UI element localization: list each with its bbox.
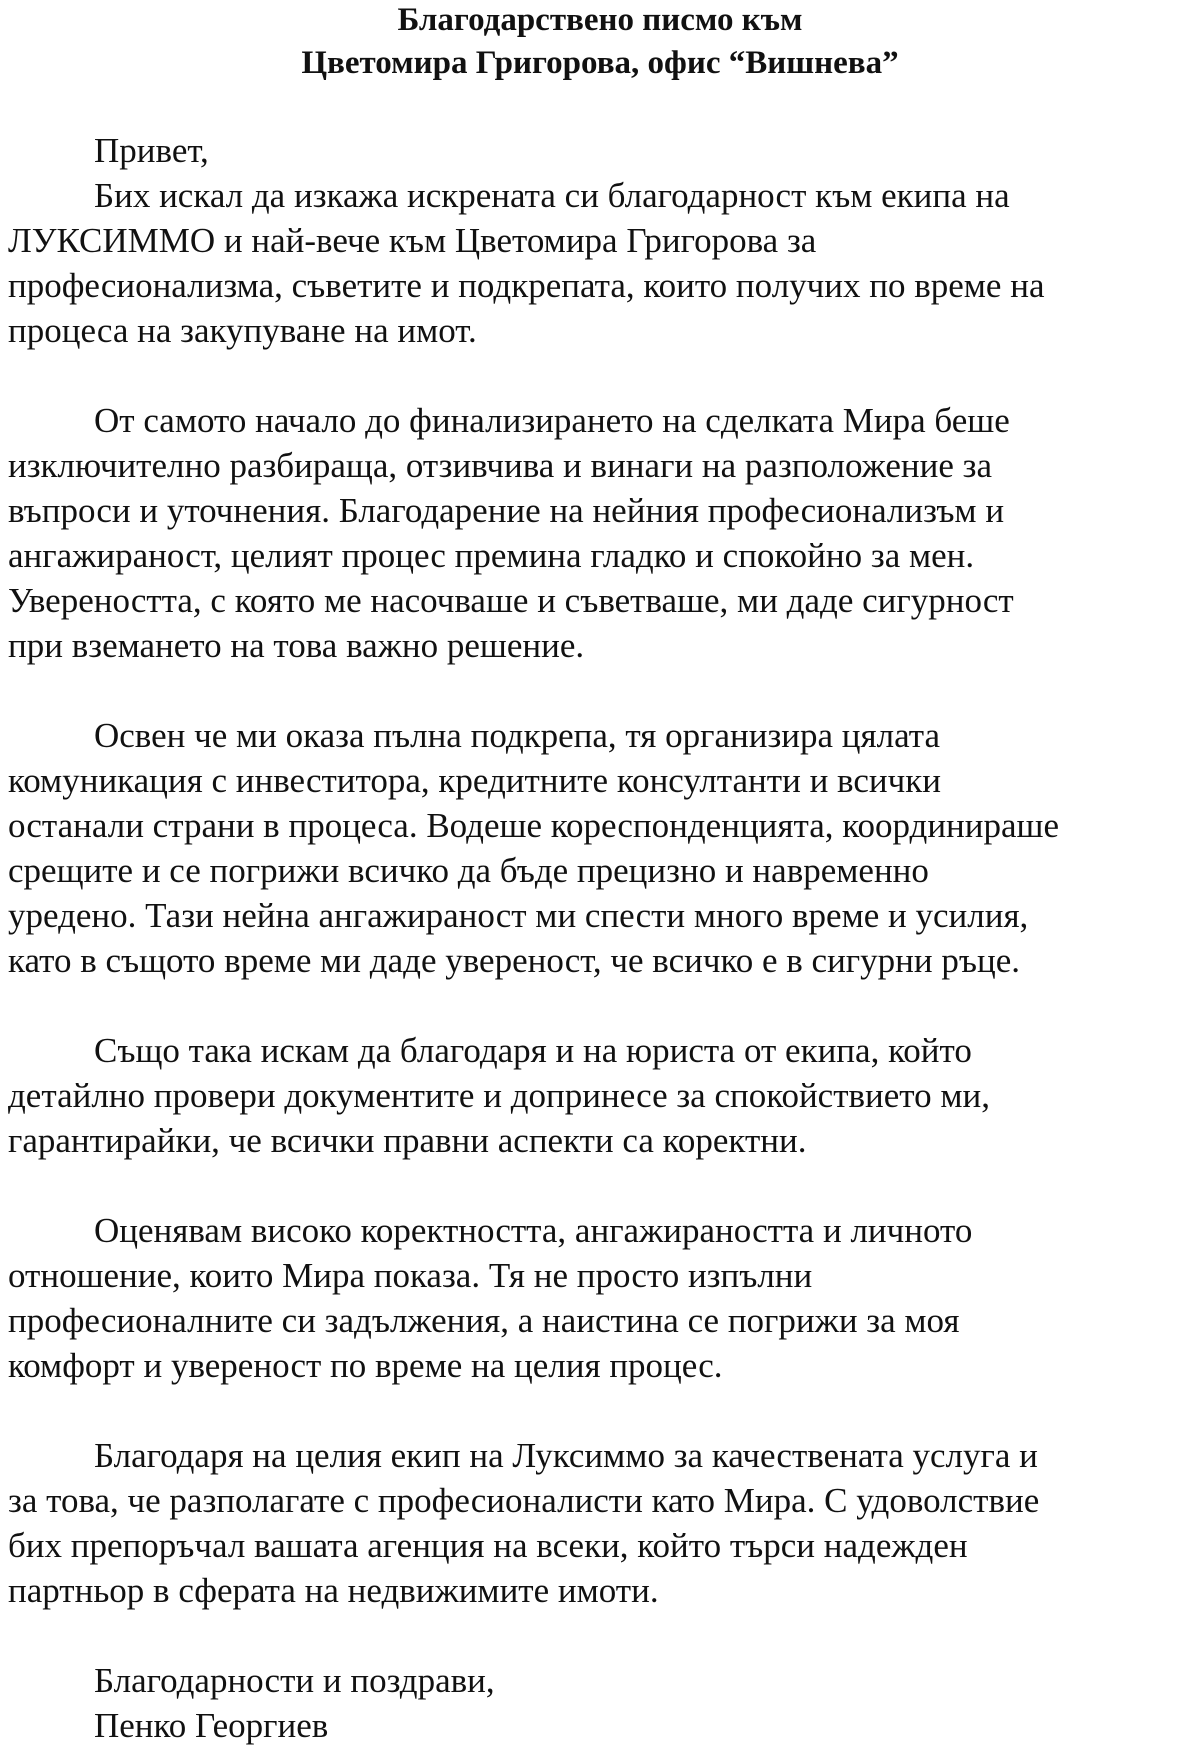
paragraph-line: при вземането на това важно решение. bbox=[8, 626, 585, 665]
paragraph-4 bbox=[8, 1028, 1188, 1163]
paragraph-2 bbox=[8, 398, 1188, 668]
paragraph-line: Благодаря на целия екип на Луксиммо за качествената услуга и bbox=[94, 1436, 1038, 1475]
paragraph-line: уредено. Тази нейна ангажираност ми спести много време и усилия, bbox=[8, 896, 1029, 935]
paragraph-1 bbox=[8, 173, 1188, 353]
paragraph-gap bbox=[8, 1163, 1188, 1208]
paragraph-gap bbox=[8, 1388, 1188, 1433]
paragraph-gap bbox=[8, 353, 1188, 398]
paragraph-line: ЛУКСИММО и най-вече към Цветомира Григорова за bbox=[8, 221, 817, 260]
paragraph-gap bbox=[8, 668, 1188, 713]
paragraph-line: за това, че разполагате с професионалисти като Мира. С удоволствие bbox=[8, 1481, 1040, 1520]
paragraph-line: ангажираност, целият процес премина гладко и спокойно за мен. bbox=[8, 536, 975, 575]
paragraph-line: изключително разбираща, отзивчива и винаги на разположение за bbox=[8, 446, 992, 485]
paragraph-line: Оценявам високо коректността, ангажираността и личното bbox=[94, 1211, 973, 1250]
paragraph-line: Освен че ми оказа пълна подкрепа, тя организира цялата bbox=[94, 716, 940, 755]
signature: Пенко Георгиев bbox=[94, 1706, 329, 1745]
paragraph-3 bbox=[8, 713, 1188, 983]
paragraph-line: комфорт и увереност по време на целия процес. bbox=[8, 1346, 723, 1385]
paragraph-line: професионалните си задължения, а наистина се погрижи за моя bbox=[8, 1301, 960, 1340]
letter-title-line-2: Цветомира Григорова, офис “Вишнева” bbox=[301, 45, 899, 81]
paragraph-line: Също така искам да благодаря и на юриста от екипа, който bbox=[94, 1031, 972, 1070]
paragraph-line: партньор в сферата на недвижимите имоти. bbox=[8, 1571, 659, 1610]
paragraph-5 bbox=[8, 1208, 1188, 1388]
greeting: Привет, bbox=[94, 131, 209, 170]
paragraph-line: като в същото време ми даде увереност, че всичко е в сигурни ръце. bbox=[8, 941, 1020, 980]
paragraph-line: срещите и се погрижи всичко да бъде прецизно и навременно bbox=[8, 851, 929, 890]
paragraph-line: въпроси и уточнения. Благодарение на нейния професионализъм и bbox=[8, 491, 1005, 530]
paragraph-line: процеса на закупуване на имот. bbox=[8, 311, 477, 350]
paragraph-6 bbox=[8, 1433, 1188, 1613]
paragraph-line: От самото начало до финализирането на сделката Мира беше bbox=[94, 401, 1010, 440]
paragraph-gap bbox=[8, 983, 1188, 1028]
letter-title-line-1: Благодарствено писмо към bbox=[397, 2, 803, 38]
paragraph-line: детайлно провери документите и допринесе за спокойствието ми, bbox=[8, 1076, 991, 1115]
paragraph-line: Увереността, с която ме насочваше и съветваше, ми даде сигурност bbox=[8, 581, 1014, 620]
paragraph-line: професионализма, съветите и подкрепата, които получих по време на bbox=[8, 266, 1045, 305]
paragraph-line: отношение, които Мира показа. Тя не просто изпълни bbox=[8, 1256, 813, 1295]
paragraph-line: бих препоръчал вашата агенция на всеки, който търси надежден bbox=[8, 1526, 968, 1565]
closing-salutation: Благодарности и поздрави, bbox=[94, 1661, 495, 1700]
paragraph-line: комуникация с инвеститора, кредитните консултанти и всички bbox=[8, 761, 941, 800]
paragraph-line: гарантирайки, че всички правни аспекти са коректни. bbox=[8, 1121, 807, 1160]
paragraph-line: останали страни в процеса. Водеше кореспонденцията, координираше bbox=[8, 806, 1060, 845]
letter-body bbox=[8, 128, 1188, 1748]
paragraph-gap bbox=[8, 1613, 1188, 1658]
paragraph-line: Бих искал да изкажа искрената си благодарност към екипа на bbox=[94, 176, 1010, 215]
